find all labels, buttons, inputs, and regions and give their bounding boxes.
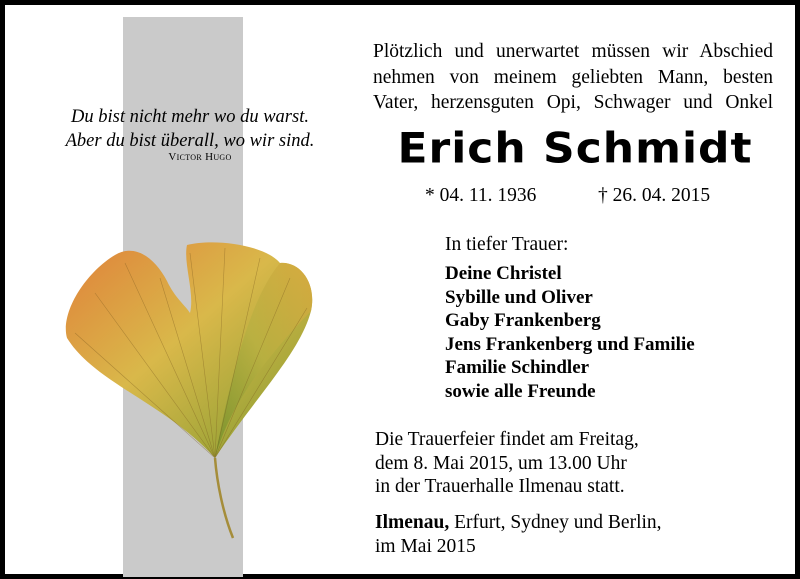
birth-date: * 04. 11. 1936	[425, 185, 537, 206]
mourner-item: Deine Christel	[445, 263, 562, 284]
mourning-label: In tiefer Trauer:	[445, 234, 569, 255]
quote-author: Victor Hugo	[168, 151, 232, 163]
signoff-places	[375, 511, 662, 535]
signoff	[375, 511, 662, 558]
quote-line-2: Aber du bist überall, wo wir sind.	[65, 131, 315, 151]
deceased-name: Erich Schmidt	[397, 124, 753, 173]
service-info	[375, 428, 639, 499]
mourners-list	[445, 262, 695, 403]
ginkgo-leaf-icon	[55, 233, 325, 545]
signoff-places-rest: Erfurt, Sydney und Berlin,	[449, 512, 662, 533]
mourner-item: Gaby Frankenberg	[445, 310, 601, 331]
mourner-item: Familie Schindler	[445, 357, 590, 378]
service-line-2: dem 8. Mai 2015, um 13.00 Uhr	[375, 452, 627, 474]
signoff-date: im Mai 2015	[375, 535, 476, 557]
service-line-1: Die Trauerfeier findet am Freitag,	[375, 429, 639, 450]
mourner-item: Jens Frankenberg und Familie	[445, 333, 695, 355]
quote	[35, 105, 345, 153]
signoff-place-main: Ilmenau,	[375, 512, 450, 533]
mourner-item: Sybille und Oliver	[445, 286, 593, 308]
intro-line-2: nehmen von meinem geliebten Mann, besten	[373, 66, 773, 88]
intro-line-1: Plötzlich und unerwartet müssen wir Abschied	[373, 41, 773, 62]
mourner-item: sowie alle Freunde	[445, 380, 596, 402]
intro-text	[373, 39, 773, 116]
quote-line-1: Du bist nicht mehr wo du warst.	[71, 107, 309, 127]
death-date: † 26. 04. 2015	[598, 185, 711, 206]
intro-line-3: Vater, herzensguten Opi, Schwager und Onkel	[373, 92, 773, 113]
service-line-3: in der Trauerhalle Ilmenau statt.	[375, 476, 625, 497]
